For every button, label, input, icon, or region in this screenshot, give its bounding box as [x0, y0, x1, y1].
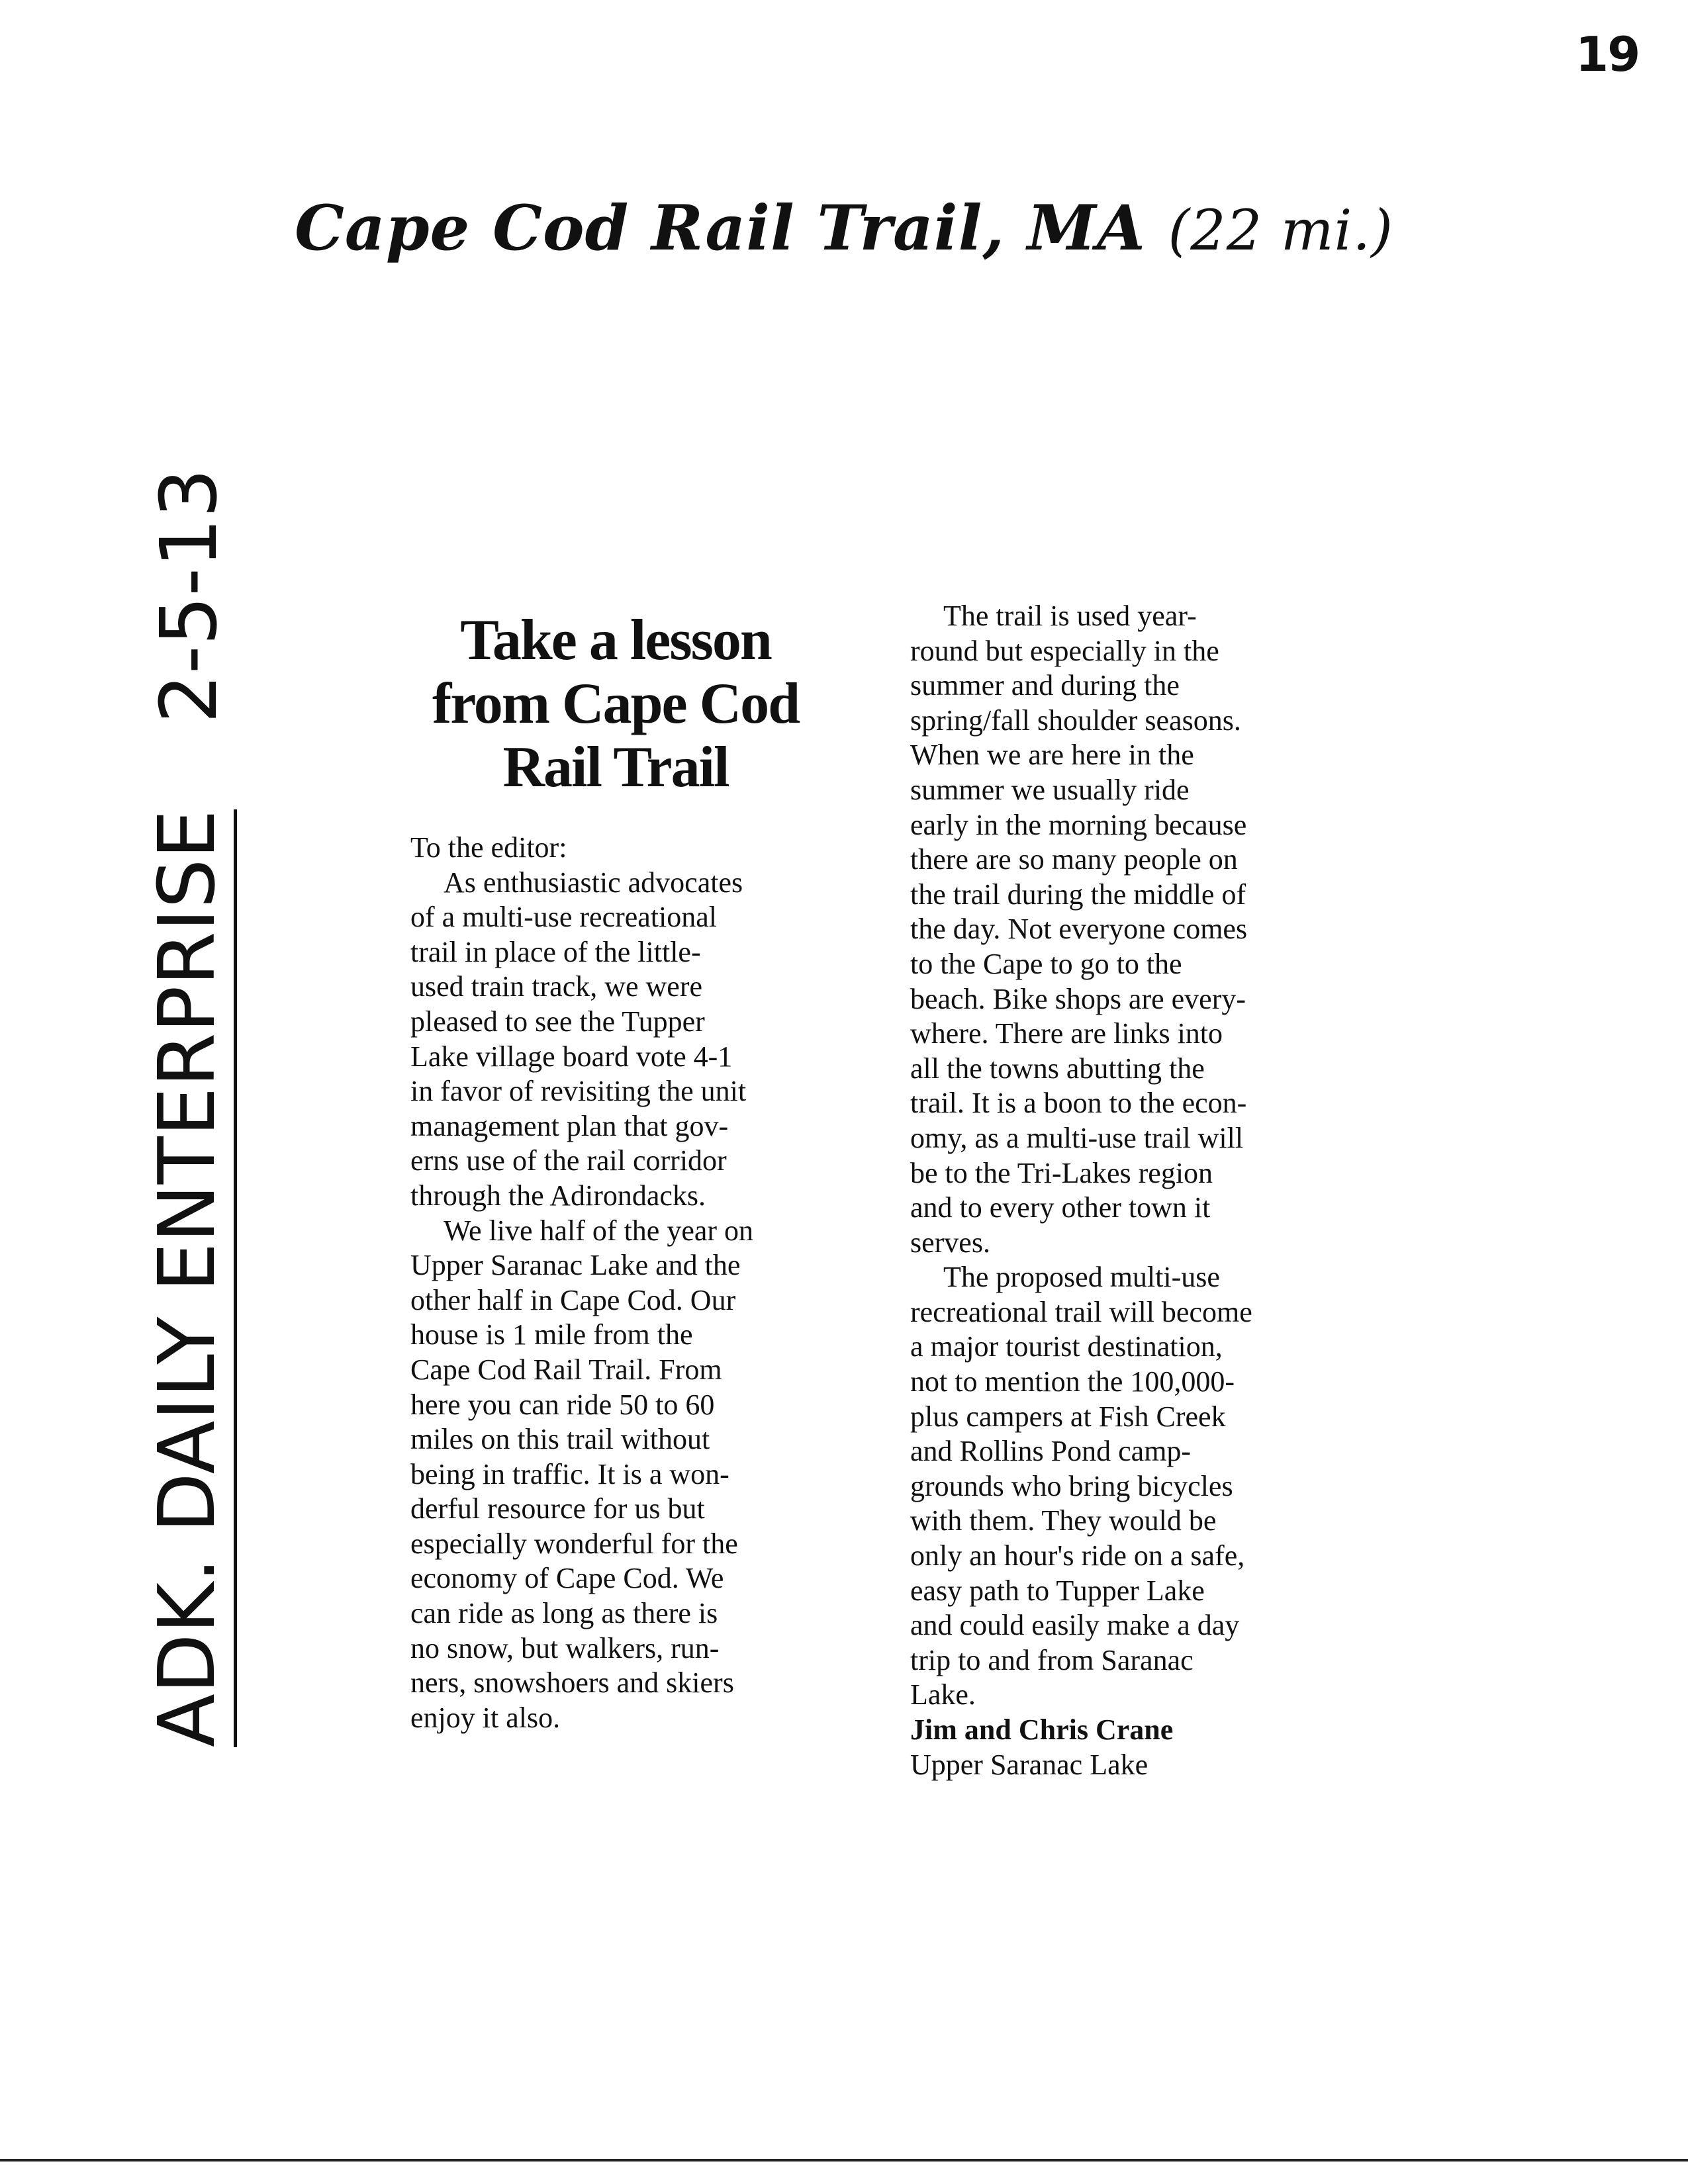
body-line: Lake. [910, 1678, 976, 1711]
body-line: Cape Cod Rail Trail. From [410, 1353, 722, 1386]
body-line: erns use of the rail corridor [410, 1144, 727, 1177]
body-line: with them. They would be [910, 1504, 1217, 1537]
body-line: no snow, but walkers, run- [410, 1631, 720, 1664]
page-number: 19 [1575, 26, 1640, 82]
body-line: round but especially in the [910, 634, 1219, 667]
body-line: in favor of revisiting the unit [410, 1075, 747, 1108]
headline-line: from Cape Cod [432, 672, 800, 736]
publication-name: ADK. DAILY ENTERPRISE [141, 809, 237, 1747]
body-line: of a multi-use recreational [410, 901, 718, 934]
body-line: summer we usually ride [910, 773, 1190, 806]
body-line: The proposed multi-use [943, 1261, 1220, 1294]
body-line: plus campers at Fish Creek [910, 1400, 1226, 1433]
body-line: especially wonderful for the [410, 1527, 738, 1560]
body-line: only an hour's ride on a safe, [910, 1539, 1245, 1572]
body-line: there are so many people on [910, 843, 1238, 876]
body-line: economy of Cape Cod. We [410, 1562, 724, 1595]
body-line: being in traffic. It is a won- [410, 1457, 729, 1490]
body-line: not to mention the 100,000- [910, 1365, 1235, 1398]
page-title [0, 192, 1688, 265]
body-line: When we are here in the [910, 739, 1194, 772]
body-line: ners, snowshoers and skiers [410, 1666, 734, 1700]
trail-name: Cape Cod Rail Trail, MA [295, 192, 1146, 265]
body-line: used train track, we were [410, 970, 703, 1003]
body-line: where. There are links into [910, 1017, 1223, 1050]
body-line: trail in place of the little- [410, 935, 701, 968]
body-line: can ride as long as there is [410, 1597, 718, 1630]
body-line: and Rollins Pond camp- [910, 1435, 1192, 1468]
body-line: a major tourist destination, [910, 1330, 1223, 1363]
body-line: other half in Cape Cod. Our [410, 1283, 736, 1316]
body-line: management plan that gov- [410, 1109, 729, 1142]
body-line: Lake village board vote 4-1 [410, 1040, 733, 1073]
body-line: trail. It is a boon to the econ- [910, 1087, 1247, 1120]
body-line: here you can ride 50 to 60 [410, 1388, 715, 1421]
article-headline [410, 609, 821, 799]
body-line: derful resource for us but [410, 1492, 705, 1525]
body-line: and could easily make a day [910, 1609, 1240, 1642]
body-line: enjoy it also. [410, 1701, 561, 1734]
body-line: be to the Tri-Lakes region [910, 1156, 1213, 1189]
publication-date: 2-5-13 [143, 468, 234, 724]
body-line: Upper Saranac Lake and the [410, 1249, 741, 1282]
body-line: through the Adirondacks. [410, 1179, 706, 1212]
body-line: omy, as a multi-use trail will [910, 1121, 1244, 1154]
article-right-column [910, 599, 1252, 1782]
body-line: spring/fall shoulder seasons. [910, 704, 1241, 737]
body-line: serves. [910, 1226, 990, 1259]
body-line: We live half of the year on [444, 1214, 754, 1247]
body-line: easy path to Tupper Lake [910, 1574, 1205, 1607]
scan-edge-divider [0, 2159, 1688, 2161]
body-line: the trail during the middle of [910, 878, 1246, 911]
body-line: trip to and from Saranac [910, 1643, 1194, 1676]
body-line: beach. Bike shops are every- [910, 982, 1246, 1015]
body-line: house is 1 mile from the [410, 1318, 693, 1351]
body-line: all the towns abutting the [910, 1052, 1205, 1085]
author-location: Upper Saranac Lake [910, 1748, 1149, 1781]
body-line: The trail is used year- [943, 600, 1197, 632]
headline-line: Take a lesson [460, 608, 771, 672]
body-line: and to every other town it [910, 1191, 1211, 1224]
body-line: to the Cape to go to the [910, 947, 1182, 980]
body-line: pleased to see the Tupper [410, 1005, 705, 1038]
body-line: early in the morning because [910, 808, 1247, 841]
body-line: recreational trail will become [910, 1295, 1252, 1328]
body-line: the day. Not everyone comes [910, 913, 1248, 946]
body-line: grounds who bring bicycles [910, 1469, 1233, 1502]
author-signature: Jim and Chris Crane [910, 1713, 1174, 1746]
salutation: To the editor: [410, 831, 567, 864]
headline-line: Rail Trail [502, 735, 729, 799]
body-line: miles on this trail without [410, 1423, 710, 1456]
handwritten-margin-note [139, 468, 238, 1747]
body-line: summer and during the [910, 669, 1180, 702]
body-line: As enthusiastic advocates [444, 866, 743, 899]
trail-length: (22 mi.) [1168, 198, 1393, 263]
article-left-column [410, 831, 753, 1735]
